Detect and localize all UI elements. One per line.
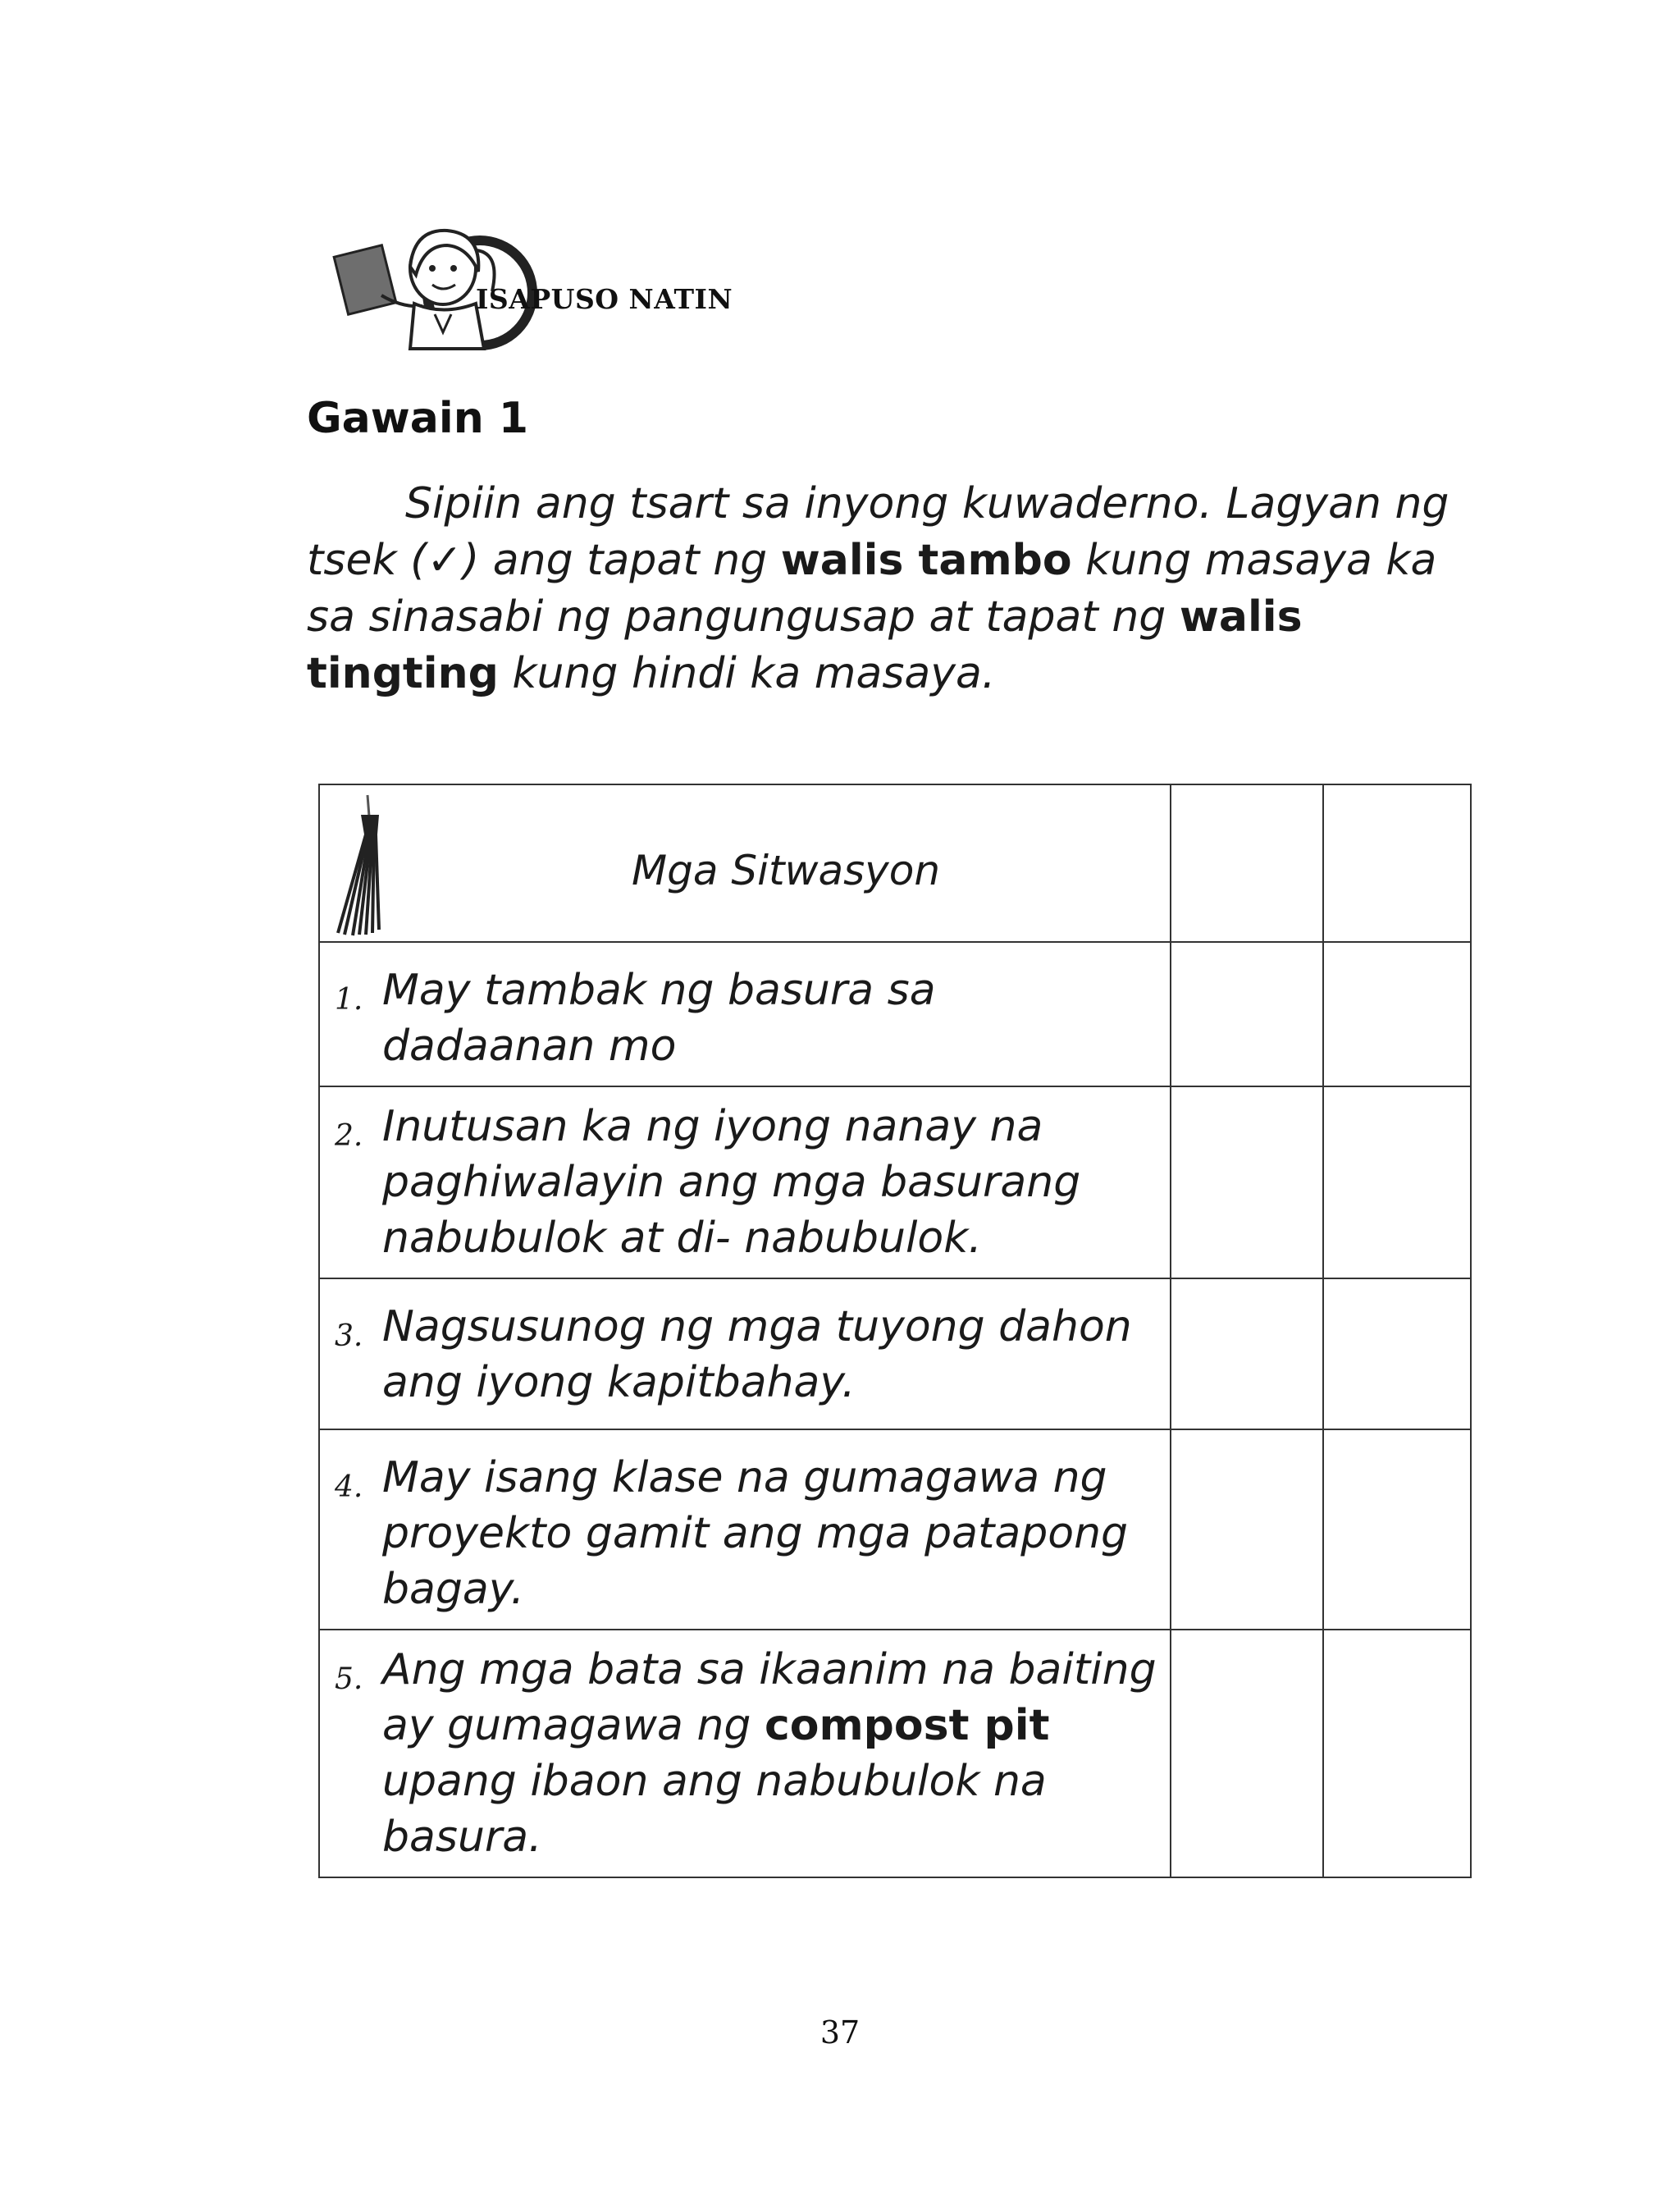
row-text: Nagsusunog ng mga tuyong dahon ang iyong kapitbahay.: [382, 1302, 1132, 1407]
table-row: [319, 1429, 1471, 1630]
walis-tambo-column-cell: [1171, 784, 1323, 942]
instructions-text-3: kung masaya ka sa sinasabi ng pangungusap at tapat ng: [307, 536, 1437, 642]
header-mga-sitwasyon: Mga Sitwasyon: [631, 847, 941, 894]
table-header-row: [319, 784, 1471, 942]
table-row: [319, 1086, 1471, 1278]
row-number: 5.: [335, 1662, 363, 1696]
row-text: May isang klase na gumagawa ng proyekto gamit ang mga patapong bagay.: [382, 1453, 1129, 1614]
row-number: 1.: [335, 983, 363, 1017]
compost-pit-label: compost pit: [764, 1701, 1050, 1750]
activity-title: Gawain 1: [307, 394, 529, 443]
checkbox-cell-tambo[interactable]: [1171, 1630, 1323, 1877]
row-text: Inutusan ka ng iyong nanay na paghiwalayin ang mga basurang nabubulok at di- nabubulok.: [382, 1102, 1081, 1263]
instructions-text-2: ) ang tapat ng: [462, 536, 781, 585]
logo-label: ISAPUSO NATIN: [476, 283, 733, 315]
row-number: 4.: [335, 1470, 363, 1504]
table-row: [319, 942, 1471, 1086]
checkbox-cell-tambo[interactable]: [1171, 942, 1323, 1086]
checkbox-cell-tambo[interactable]: [1171, 1429, 1323, 1630]
checkbox-cell-tingting[interactable]: [1323, 942, 1471, 1086]
checkbox-cell-tambo[interactable]: [1171, 1086, 1323, 1278]
table-row: [319, 1278, 1471, 1429]
row-number: 3.: [335, 1319, 363, 1353]
header-cell: [319, 784, 1171, 942]
row-text: May tambak ng basura sa dadaanan mo: [382, 966, 936, 1071]
checkbox-cell-tingting[interactable]: [1323, 1429, 1471, 1630]
row-text-post: upang ibaon ang nabubulok na basura.: [382, 1757, 1047, 1862]
checkbox-cell-tingting[interactable]: [1323, 1086, 1471, 1278]
checkbox-cell-tingting[interactable]: [1323, 1278, 1471, 1429]
check-mark-icon: ✓: [427, 536, 463, 585]
row-number: 2.: [335, 1119, 363, 1153]
walis-tingting-column-cell: [1323, 784, 1471, 942]
instructions-text-4: kung hindi ka masaya.: [498, 649, 996, 698]
situations-table: [318, 784, 1472, 1878]
table-row: [319, 1630, 1471, 1877]
walis-tingting-label: walis tingting: [307, 592, 1303, 698]
instructions: [307, 476, 1488, 702]
row-text-pre: Ang mga bata sa ikaanim na baiting ay gumagawa ng: [382, 1645, 1157, 1750]
instructions-text-1: Sipiin ang tsart sa inyong kuwaderno. Lagyan ng tsek (: [307, 479, 1449, 585]
checkbox-cell-tingting[interactable]: [1323, 1630, 1471, 1877]
page-number: 37: [819, 2014, 861, 2051]
walis-tambo-label: walis tambo: [780, 536, 1072, 585]
checkbox-cell-tambo[interactable]: [1171, 1278, 1323, 1429]
